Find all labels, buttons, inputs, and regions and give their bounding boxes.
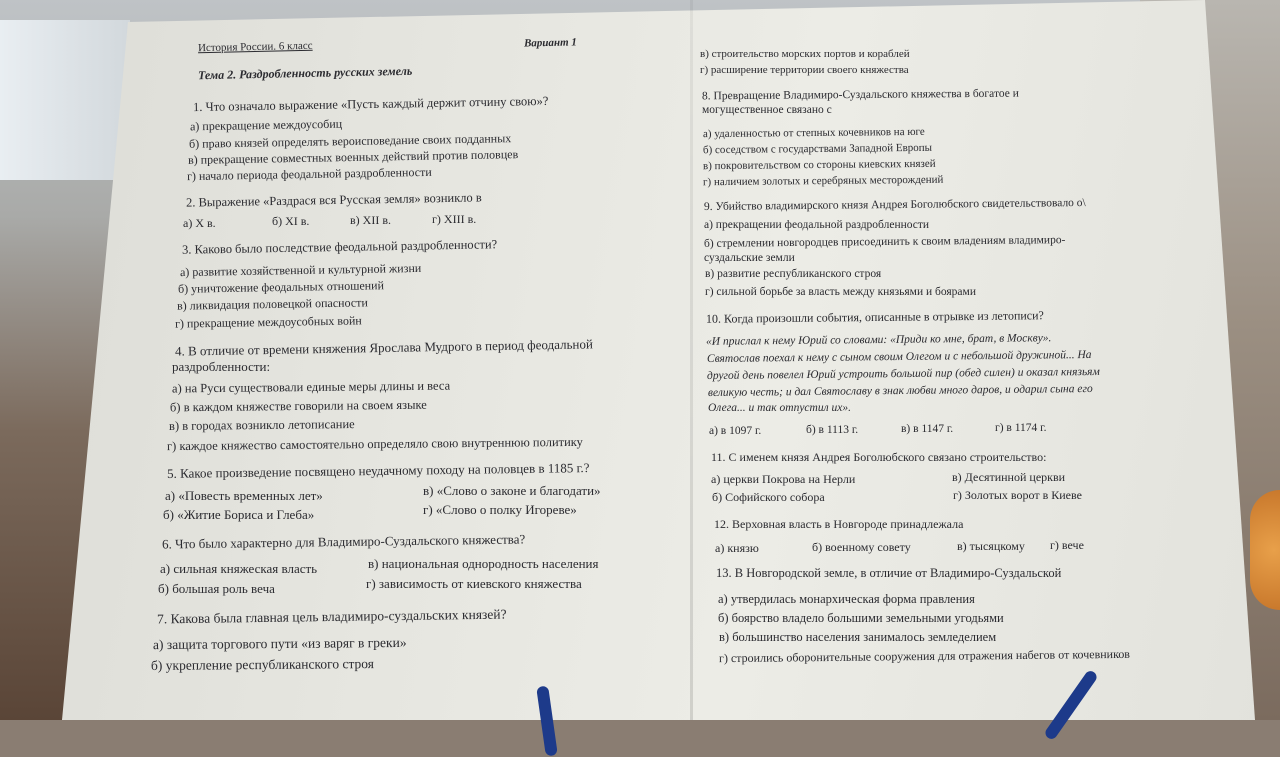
q3-option-d: г) прекращение междоусобных войн [174,313,362,331]
q9-option-b-line2: суздальские земли [704,252,795,264]
q10-quote-line2: Святослав поехал к нему с сыном своим Олегом и с небольшой дружиной... На [706,348,1092,366]
q2-option-b: б) XI в. [272,214,310,228]
q3-option-a: а) развитие хозяйственной и культурной жизни [179,260,422,280]
question-7: 7. Какова была главная цель владимиро-суздальских князей? [156,606,507,627]
q10-quote-line3: другой день повелел Юрий устроить большой пир (обед силен) и оказал князьям [706,365,1100,383]
q5-option-b: б) «Житие Бориса и Глеба» [163,507,315,522]
q10-quote-line1: «И прислал к нему Юрий со словами: «Приди ко мне, брат, в Москву». [705,332,1052,348]
question-6: 6. Что было характерно для Владимиро-Суздальского княжества? [161,531,526,552]
q9-option-a: а) прекращении феодальной раздробленности [704,219,930,231]
q10-option-a: а) в 1097 г. [709,425,762,437]
question-4-line2: раздробленности: [172,359,271,374]
q5-option-a: а) «Повесть временных лет» [165,488,323,503]
q3-option-b: б) уничтожение феодальных отношений [177,278,385,296]
question-1: 1. Что означало выражение «Пусть каждый держит отчину свою»? [192,93,549,115]
topic-title: Тема 2. Раздробленность русских земель [197,63,413,83]
q2-option-a: а) X в. [183,216,216,230]
q10-quote-line4: великую честь; и дал Святославу в знак любви много даров, и одарил сына его [707,382,1093,400]
question-11: 11. С именем князя Андрея Боголюбского связано строительство: [711,450,1047,464]
q3-option-c: в) ликвидация половецкой опасности [176,295,368,313]
question-8-line2: могущественное связано с [702,104,832,116]
q8-option-d: г) наличием золотых и серебряных месторождений [702,173,944,189]
q11-option-d: г) Золотых ворот в Киеве [953,488,1082,502]
question-3: 3. Каково было последствие феодальной раздробленности? [181,237,498,257]
q8-option-a: а) удаленностью от степных кочевников на юге [702,125,925,141]
question-4-line1: 4. В отличие от времени княжения Ярослава Мудрого в период феодальной [174,336,593,359]
q7-option-c: в) строительство морских портов и кораблей [700,48,910,60]
q12-option-b: б) военному совету [812,540,911,554]
q10-option-b: б) в 1113 г. [806,424,859,436]
q11-option-c: в) Десятинной церкви [952,470,1066,484]
q4-option-b: б) в каждом княжестве говорили на своем языке [169,397,427,415]
q4-option-c: в) в городах возникло летописание [168,417,355,433]
q10-quote-line5: Олега... и так отпустил их». [708,402,851,414]
q5-option-c: в) «Слово о законе и благодати» [423,483,601,498]
q6-option-b: б) большая роль веча [158,581,275,596]
variant-title: Вариант 1 [523,36,577,50]
question-12: 12. Верховная власть в Новгороде принадлежала [714,517,964,531]
question-8-line1: 8. Превращение Владимиро-Суздальского княжества в богатое и [701,87,1019,103]
q5-option-d: г) «Слово о полку Игореве» [423,502,577,517]
question-13: 13. В Новгородской земле, в отличие от Владимиро-Суздальской [716,566,1062,580]
q1-option-b: б) право князей определять вероисповедание своих подданных [188,131,512,151]
q12-option-a: а) князю [715,541,759,555]
q2-option-c: в) XII в. [350,213,391,227]
q7-option-a: а) защита торгового пути «из варяг в греки» [152,634,407,653]
q10-option-c: в) в 1147 г. [901,423,954,435]
question-2: 2. Выражение «Раздрася вся Русская земля» возникло в [185,190,482,210]
q8-option-c: в) покровительством со стороны киевских князей [702,157,936,173]
q9-option-b-line1: б) стремлении новгородцев присоединить к своим владениям владимиро- [703,234,1066,250]
subject-title: История России. 6 класс [197,39,313,55]
q1-option-d: г) начало периода феодальной раздробленности [186,164,432,184]
q11-option-a: а) церкви Покрова на Нерли [711,472,856,486]
q4-option-a: а) на Руси существовали единые меры длины и веса [171,378,451,396]
q13-option-b: б) боярство владело большими земельными угодьями [718,611,1004,625]
q10-option-d: г) в 1174 г. [995,422,1047,434]
q7-option-b: б) укрепление республиканского строя [150,656,375,673]
q6-option-d: г) зависимость от киевского княжества [366,576,582,591]
q8-option-b: б) соседством с государствами Западной Европы [702,141,933,157]
q6-option-c: в) национальная однородность населения [368,556,599,571]
q9-option-c: в) развитие республиканского строя [705,268,882,280]
q13-option-a: а) утвердилась монархическая форма правления [718,592,975,606]
q1-option-a: а) прекращение междоусобиц [189,116,343,134]
question-5: 5. Какое произведение посвящено неудачному походу на половцев в 1185 г.? [166,460,590,481]
q4-option-d: г) каждое княжество самостоятельно определяло свою внутреннюю политику [166,434,583,454]
q9-option-d: г) сильной борьбе за власть между князьями и боярами [705,286,976,298]
q2-option-d: г) XIII в. [432,212,477,226]
q11-option-b: б) Софийского собора [712,490,825,504]
question-9: 9. Убийство владимирского князя Андрея Боголюбского свидетельствовало о\ [703,197,1086,213]
q1-option-c: в) прекращение совместных военных действий против половцев [187,147,519,167]
q12-option-d: г) вече [1050,538,1084,552]
q7-option-d: г) расширение территории своего княжества [700,64,909,76]
q6-option-a: а) сильная княжеская власть [160,561,318,576]
q13-option-c: в) большинство населения занималось земледелием [719,630,997,644]
q12-option-c: в) тысяцкому [957,539,1025,553]
question-10: 10. Когда произошли события, описанные в отрывке из летописи? [705,308,1044,326]
q13-option-d: г) строились оборонительные сооружения для отражения набегов от кочевников [718,646,1131,666]
